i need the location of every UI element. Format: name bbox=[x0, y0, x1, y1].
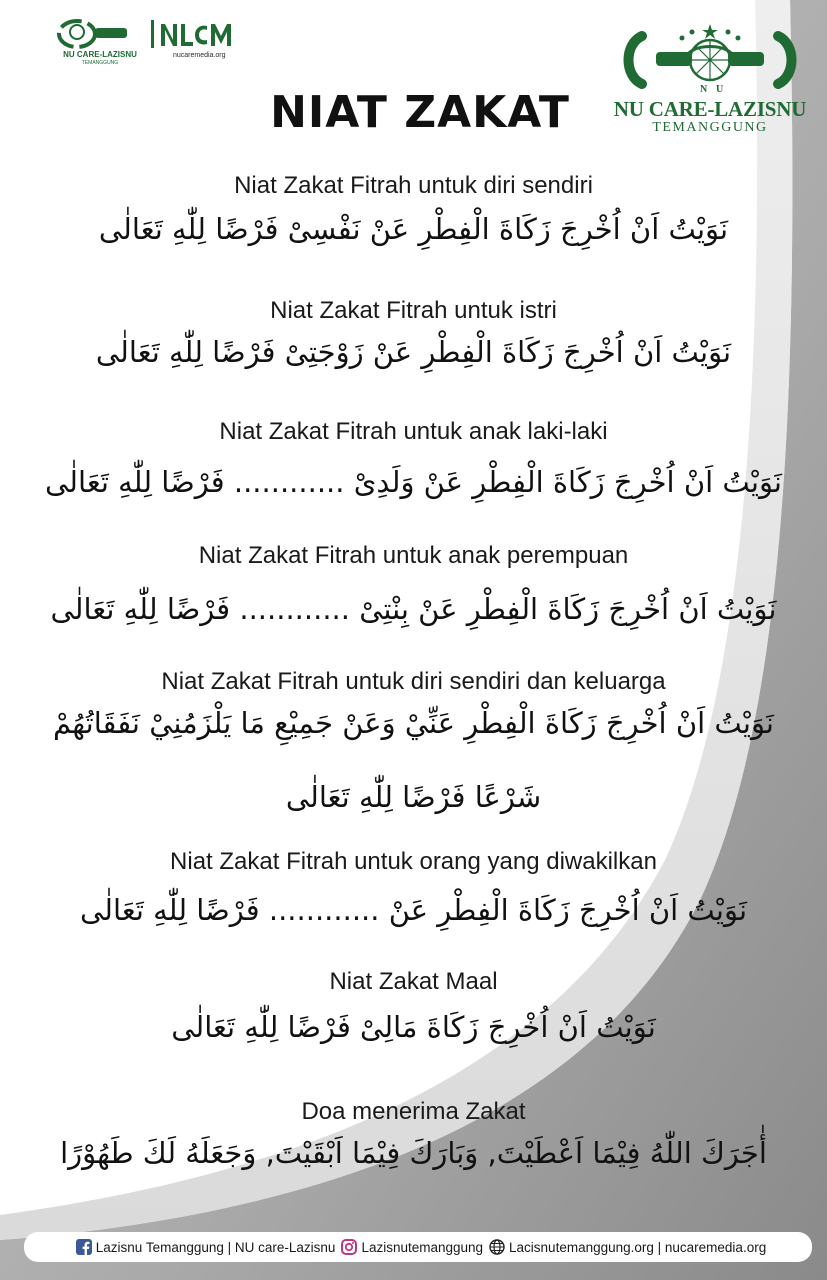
section-heading: Niat Zakat Fitrah untuk istri bbox=[270, 297, 557, 324]
instagram-text[interactable]: Lazisnutemanggung bbox=[361, 1239, 484, 1255]
arabic-text: نَوَيْتُ اَنْ اُخْرِجَ زَكَاةَ مَالِىْ فَرْضًا لِلّٰهِ تَعَالٰى bbox=[171, 1010, 656, 1044]
arabic-text: نَوَيْتُ اَنْ اُخْرِجَ زَكَاةَ الْفِطْرِ عَنْ وَلَدِىْ ............ فَرْضًا لِلّٰهِ تَعَالٰى bbox=[44, 465, 782, 499]
instagram-icon bbox=[341, 1239, 357, 1255]
arabic-text: نَوَيْتُ اَنْ اُخْرِجَ زَكَاةَ الْفِطْرِ عَنْ بِنْتِىْ ............ فَرْضًا لِلّٰهِ تَعَالٰى bbox=[50, 592, 777, 626]
facebook-icon bbox=[76, 1239, 92, 1255]
nucare-emblem-small-icon bbox=[55, 16, 240, 52]
brand-city: TEMANGGUNG bbox=[652, 120, 768, 135]
arabic-text: نَوَيْتُ اَنْ اُخْرِجَ زَكَاةَ الْفِطْرِ عَنْ ............ فَرْضًا لِلّٰهِ تَعَالٰى bbox=[79, 893, 748, 927]
globe-icon bbox=[489, 1239, 505, 1255]
nucm-url: nucaremedia.org bbox=[173, 52, 226, 59]
section-heading: Niat Zakat Fitrah untuk anak perempuan bbox=[198, 542, 629, 569]
section-heading: Doa menerima Zakat bbox=[301, 1098, 526, 1125]
svg-text:U: U bbox=[716, 84, 724, 95]
arabic-text: شَرْعًا فَرْضًا لِلّٰهِ تَعَالٰى bbox=[285, 780, 542, 814]
nucare-small-label: NU CARE-LAZISNU bbox=[63, 50, 137, 59]
section-heading: Niat Zakat Fitrah untuk orang yang diwakilkan bbox=[170, 848, 657, 875]
website-text[interactable]: Lacisnutemanggung.org | nucaremedia.org bbox=[509, 1239, 767, 1255]
partner-logos bbox=[55, 16, 240, 68]
arabic-text: نَوَيْتُ اَنْ اُخْرِجَ زَكَاةَ الْفِطْرِ عَنْ نَفْسِىْ فَرْضًا لِلّٰهِ تَعَالٰى bbox=[98, 212, 729, 246]
nucare-small-sublabel: TEMANGGUNG bbox=[81, 60, 119, 66]
svg-text:N: N bbox=[700, 84, 708, 95]
section-heading: Niat Zakat Fitrah untuk diri sendiri bbox=[234, 172, 593, 199]
arabic-text: نَوَيْتُ اَنْ اُخْرِجَ زَكَاةَ الْفِطْرِ عَنْ زَوْجَتِىْ فَرْضًا لِلّٰهِ تَعَالٰى bbox=[95, 335, 732, 369]
footer-contacts bbox=[24, 1232, 812, 1262]
arabic-text: نَوَيْتُ اَنْ اُخْرِجَ زَكَاةَ الْفِطْرِ عَنِّيْ وَعَنْ جَمِيْعِ مَا يَلْزَمُنِيْ نَفَقَاتُهُمْ bbox=[52, 706, 774, 740]
brand-name: NU CARE-LAZISNU bbox=[613, 97, 807, 121]
page-title: NIAT ZAKAT bbox=[270, 87, 570, 138]
facebook-text[interactable]: Lazisnu Temanggung | NU care-Lazisnu bbox=[95, 1239, 336, 1255]
arabic-text: أٰجَرَكَ اللّٰهُ فِيْمَا اَعْطَيْتَ, وَبَارَكَ فِيْمَا اَبْقَيْتَ, وَجَعَلَهُ لَكَ طَهُوْرًا bbox=[60, 1136, 767, 1170]
section-heading: Niat Zakat Fitrah untuk diri sendiri dan keluarga bbox=[161, 668, 666, 695]
section-heading: Niat Zakat Fitrah untuk anak laki-laki bbox=[219, 418, 608, 445]
section-heading: Niat Zakat Maal bbox=[329, 968, 498, 995]
